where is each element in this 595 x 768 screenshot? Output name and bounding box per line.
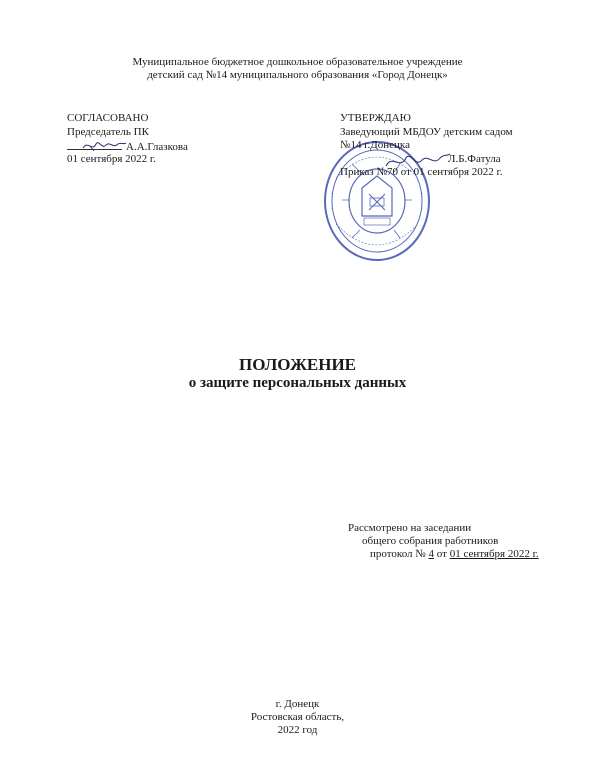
approved-block (340, 112, 513, 180)
document-title-block (0, 355, 595, 392)
approved-role-line-2: №14 г.Донецка (340, 139, 410, 151)
document-footer (0, 698, 595, 737)
review-line-2: общего собрания работников (362, 535, 499, 547)
organization-line-2: детский сад №14 муниципального образования «Город Донецк» (147, 69, 448, 81)
approved-role-line-1: Заведующий МБДОУ детским садом (340, 125, 513, 138)
footer-region: Ростовская область, (250, 711, 345, 723)
agreed-date: 01 сентября 2022 г. (67, 152, 156, 165)
agreed-name: А.А.Глазкова (126, 141, 188, 153)
approved-order: Приказ №70 от 01 сентября 2022 г. (340, 166, 503, 178)
review-line-3 (348, 548, 539, 561)
signature-left-icon (80, 136, 128, 156)
protocol-date: 01 сентября 2022 г. (449, 548, 539, 560)
review-note (348, 522, 539, 561)
protocol-number: 4 (428, 548, 435, 560)
organization-header (0, 56, 595, 82)
approved-signature-line (340, 153, 513, 167)
review-line-1: Рассмотрено на заседании (348, 522, 472, 534)
protocol-prefix: протокол № (370, 548, 429, 560)
approved-heading: УТВЕРЖДАЮ (340, 112, 411, 124)
footer-city: г. Донецк (275, 698, 320, 710)
protocol-mid: от (434, 548, 450, 560)
document-title: ПОЛОЖЕНИЕ (239, 355, 356, 374)
footer-year: 2022 год (277, 724, 318, 736)
organization-line-1: Муниципальное бюджетное дошкольное образовательное учреждение (132, 56, 463, 68)
approved-name: Л.Б.Фатула (448, 152, 501, 165)
agreed-role: Председатель ПК (67, 125, 149, 138)
agreed-heading: СОГЛАСОВАНО (67, 112, 149, 124)
document-subtitle: о защите персональных данных (188, 375, 407, 391)
